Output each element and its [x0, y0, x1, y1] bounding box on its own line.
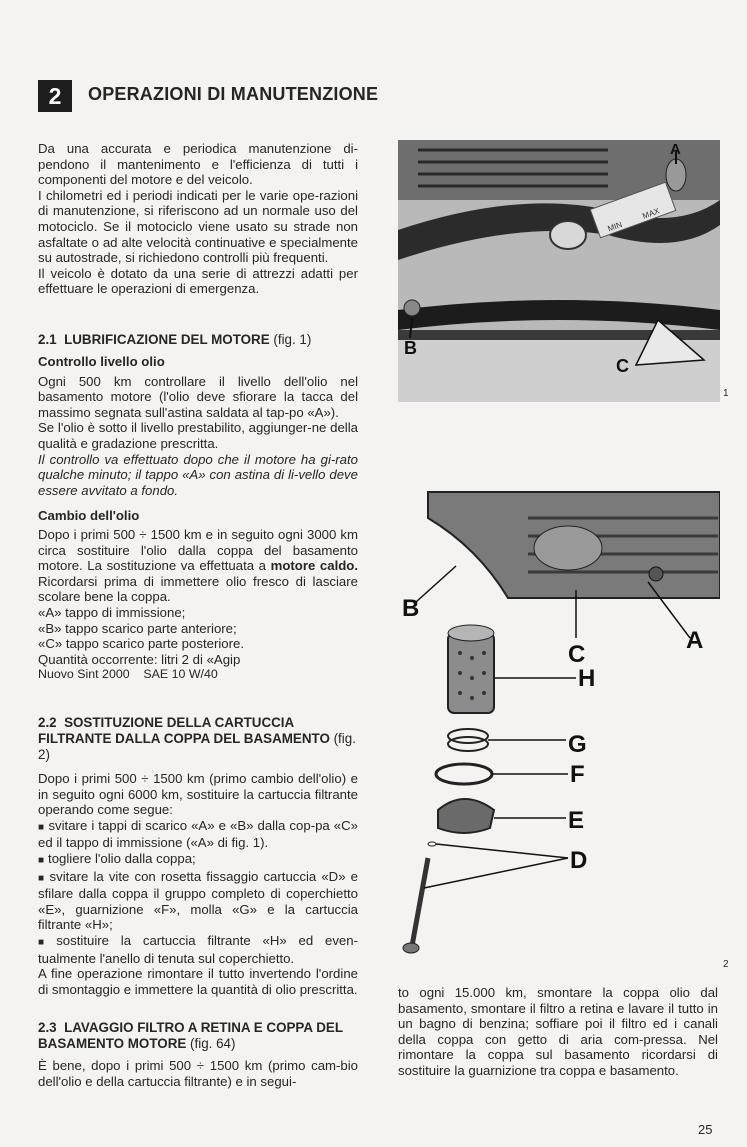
paragraph: to ogni 15.000 km, smontare la coppa olio dal basamento, smontare il filtro a retina e lavare il tutto in un bagno di benzina; soffiare poi il filtro ed i canali della coppa con getto di aria com-pressa. Nel rimontare la coppa sul basamento ricordarsi di sostituire la guarnizione tra coppa e basamento. [398, 985, 718, 1078]
text-run: Ricordarsi prima di immettere olio fresco di lasciare scolare bene la coppa. [38, 573, 358, 605]
section-number: 2.2 [38, 715, 57, 730]
oil-filler-cap [550, 221, 586, 249]
label-h: H [578, 665, 596, 692]
label-a: A [670, 141, 681, 158]
intro-paragraph: Il veicolo è dotato da una serie di attrezzi adatti per effettuare le operazioni di emergenza. [38, 265, 358, 297]
section-2-3 [38, 1020, 358, 1089]
dipstick-max-label: MAX [641, 206, 661, 221]
bullet-icon [38, 818, 48, 833]
subsection-heading: Controllo livello olio [38, 354, 165, 369]
figure-reference: (fig. 2) [38, 731, 356, 762]
section-title: SOSTITUZIONE DELLA CARTUCCIA FILTRANTE DALLA COPPA DEL BASAMENTO [38, 715, 330, 746]
section-heading [38, 1020, 358, 1052]
paragraph: Ogni 500 km controllare il livello dell'olio nel basamento motore (l'olio deve sfiorare la tacca del massimo segnata sull'astina saldata al tap-po «A»). [38, 373, 358, 420]
oil-spec [38, 667, 358, 683]
intro-paragraph: I chilometri ed i periodi indicati per le varie ope-razioni di manutenzione, si riferiscono ad un normale uso del motociclo. Se il motociclo viene usato su strade non asfaltate o ad alte velocità continuative e specialmente su autostrade, si richiedono controlli più frequenti. [38, 187, 358, 266]
section-2-1 [38, 332, 358, 683]
paragraph: A fine operazione rimontare il tutto invertendo l'ordine di smontaggio e immettere la quantità di olio prescritta. [38, 966, 358, 997]
bullet-text: svitare i tappi di scarico «A» e «B» dalla cop-pa «C» ed il tappo di immissione («A» di fig. 1). [38, 817, 358, 851]
paragraph: Dopo i primi 500 ÷ 1500 km (primo cambio dell'olio) e in seguito ogni 6000 km, sostituire la cartuccia filtrante operando come segue: [38, 771, 358, 818]
bullet-icon [38, 869, 50, 884]
figure-2-number: 2 [723, 959, 729, 970]
paragraph: Se l'olio è sotto il livello prestabilito, aggiunger-ne della qualità e gradazione prescritta. [38, 420, 358, 451]
page-number: 25 [698, 1122, 713, 1137]
label-c: C [616, 356, 629, 376]
bullet-item [38, 818, 358, 851]
list-item: «C» tappo scarico parte posteriore. [38, 636, 244, 652]
dipstick-min-label: MIN [606, 219, 624, 234]
label-b: B [402, 595, 420, 622]
drain-plug-b [404, 300, 420, 316]
figure-reference: (fig. 64) [190, 1036, 236, 1051]
chapter-number-badge: 2 [38, 80, 72, 112]
subsection-heading: Cambio dell'olio [38, 508, 140, 524]
text-run: Dopo i primi 500 ÷ 1500 km e in seguito ogni 3000 km circa sostituire l'olio dalla coppa del basamento motore. La sostituzione va effettuata a [38, 526, 358, 574]
section-number: 2.1 [38, 332, 57, 347]
cover-e [438, 799, 494, 833]
oil-name: Nuovo Sint 2000 [38, 667, 130, 682]
chapter-title: OPERAZIONI DI MANUTENZIONE [88, 84, 379, 104]
filter-cartridge-h [448, 633, 494, 713]
bullet-icon [38, 851, 48, 866]
label-d: D [570, 847, 588, 874]
section-heading [38, 715, 358, 763]
list-item: «B» tappo scarico parte anteriore; [38, 620, 237, 636]
figure-reference: (fig. 1) [273, 332, 312, 347]
intro-text [38, 141, 358, 297]
bullet-text: svitare la vite con rosetta fissaggio cartuccia «D» e sfilare dalla coppa il gruppo completo di coperchietto «E», guarnizione «F», molla «G» e la cartuccia filtrante «H»; [38, 868, 358, 933]
list-item: «A» tappo di immissione; [38, 604, 186, 620]
cartridge-top [448, 625, 494, 641]
label-a: A [686, 627, 704, 654]
bullet-item [38, 933, 358, 966]
oil-grade: SAE 10 W/40 [143, 667, 218, 682]
section-title: LAVAGGIO FILTRO A RETINA E COPPA DEL BASAMENTO MOTORE [38, 1020, 343, 1051]
bullet-item [38, 869, 358, 933]
label-c: C [568, 641, 586, 668]
label-g: G [568, 731, 587, 758]
section-title: LUBRIFICAZIONE DEL MOTORE [64, 332, 270, 347]
section-number: 2.3 [38, 1020, 57, 1035]
label-f: F [570, 761, 585, 788]
section-heading [38, 332, 358, 348]
figure-2-filter-diagram [398, 488, 720, 960]
screw-head [403, 943, 419, 953]
figure-1-engine-photo [398, 140, 720, 402]
list-item: Quantità occorrente: litri 2 di «Agip [38, 651, 241, 667]
bullet-text: sostituire la cartuccia filtrante «H» ed even-tualmente l'anello di tenuta sul coperchietto. [38, 932, 358, 966]
italic-note: Il controllo va effettuato dopo che il motore ha gi-rato qualche minuto; il tappo «A» con astina di li-vello deve essere avvitato a fondo. [38, 451, 358, 498]
paragraph: È bene, dopo i primi 500 ÷ 1500 km (primo cam-bio dell'olio e della cartuccia filtrante) e in segui- [38, 1058, 358, 1089]
intro-paragraph: Da una accurata e periodica manutenzione di-pendono il mantenimento e l'efficienza di tutti i componenti del motore e del veicolo. [38, 141, 358, 188]
figure-1-number: 1 [723, 388, 729, 399]
drain-plug-a [649, 567, 663, 581]
label-e: E [568, 807, 585, 834]
emphasis: motore caldo. [270, 558, 359, 574]
bullet-icon [38, 933, 56, 948]
label-b: B [404, 338, 417, 358]
section-2-2 [38, 715, 358, 997]
right-column-text [398, 985, 718, 1079]
bullet-item [38, 851, 358, 869]
sump-boss [534, 526, 602, 570]
paragraph [38, 527, 358, 605]
bullet-text: togliere l'olio dalla coppa; [48, 850, 196, 866]
